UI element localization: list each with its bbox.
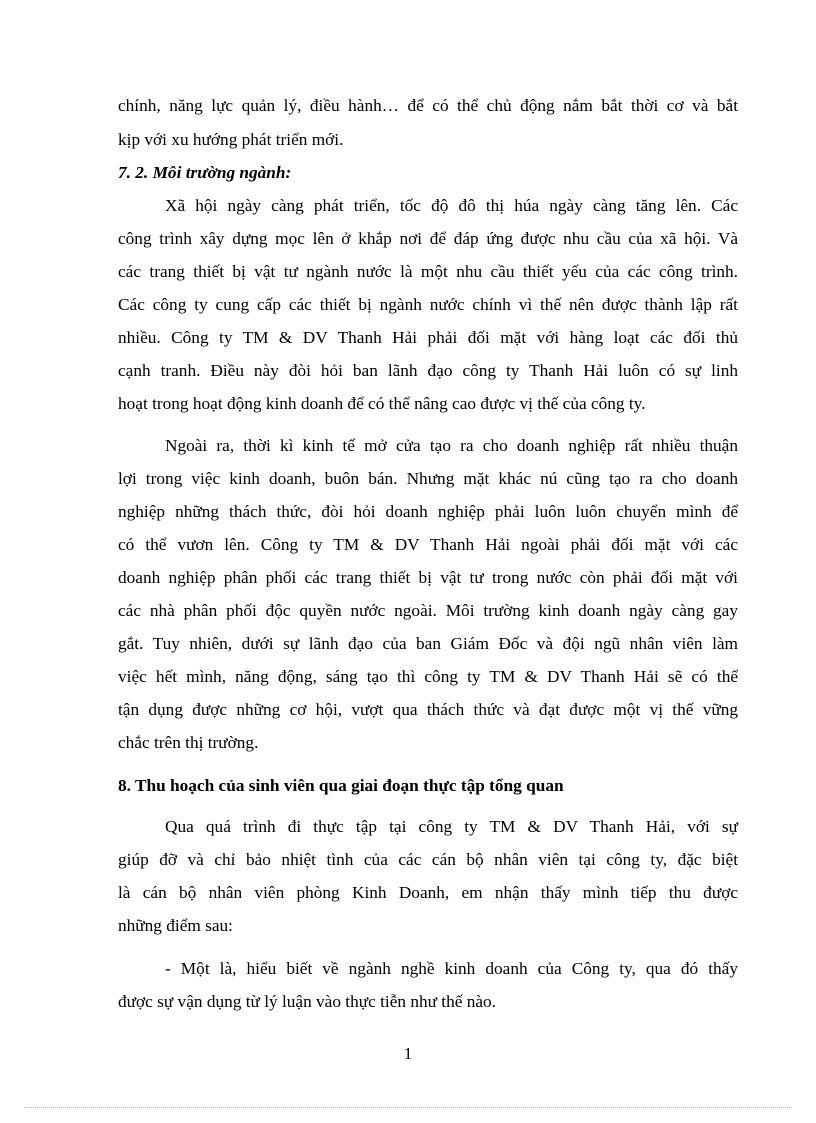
page-number: 1: [403, 1044, 413, 1063]
text-line: Xã hội ngày càng phát triển, tốc độ đô thị húa ngày càng tăng lên. Các: [165, 196, 738, 215]
text-line: Qua quá trình đi thực tập tại công ty TM & DV Thanh Hải, với sự: [165, 817, 738, 836]
text-line: công trình xây dựng mọc lên ở khắp nơi để đáp ứng được nhu cầu của xã hội. Và: [118, 229, 738, 248]
text-line: có thể vươn lên. Công ty TM & DV Thanh Hải ngoài phải đối mặt với các: [118, 535, 738, 554]
text-line: được sự vận dụng từ lý luận vào thực tiễn như thế nào.: [118, 992, 497, 1011]
text-line: cạnh tranh. Điều này đòi hỏi ban lãnh đạo công ty Thanh Hải luôn có sự linh: [118, 361, 738, 380]
text-line: việc hết mình, năng động, sáng tạo thì công ty TM & DV Thanh Hải sẽ có thể: [118, 667, 738, 686]
text-line: Các công ty cung cấp các thiết bị ngành nước chính vì thế nên được thành lập rất: [118, 295, 738, 314]
text-line: hoạt trong hoạt động kinh doanh để có thể nâng cao được vị thế của công ty.: [118, 394, 646, 413]
footer-divider: [24, 1107, 792, 1108]
text-line: - Một là, hiểu biết về ngành nghề kinh doanh của Công ty, qua đó thấy: [165, 959, 738, 978]
text-line: chính, năng lực quản lý, điều hành… để có thể chủ động nắm bắt thời cơ và bắt: [118, 96, 738, 115]
section-heading-8: 8. Thu hoạch của sinh viên qua giai đoạn thực tập tổng quan: [118, 776, 564, 795]
text-line: nhiều. Công ty TM & DV Thanh Hải phải đối mặt với hàng loạt các đối thủ: [118, 328, 738, 347]
text-line: các nhà phân phối độc quyền nước ngoài. Môi trường kinh doanh ngày càng gay: [118, 601, 738, 620]
text-line: chắc trên thị trường.: [118, 733, 259, 752]
text-line: doanh nghiệp phân phối các trang thiết bị vật tư trong nước còn phải đối mặt với: [118, 568, 738, 587]
text-line: kịp với xu hướng phát triển mới.: [118, 130, 344, 149]
text-line: giúp đỡ và chỉ bảo nhiệt tình của các cán bộ nhân viên tại công ty, đặc biệt: [118, 850, 738, 869]
text-line: những điểm sau:: [118, 916, 233, 935]
section-heading-7-2: 7. 2. Môi trường ngành:: [118, 163, 292, 182]
text-line: lợi trong việc kinh doanh, buôn bán. Nhưng mặt khác nú cũng tạo ra cho doanh: [118, 469, 738, 488]
text-line: là cán bộ nhân viên phòng Kinh Doanh, em nhận thấy mình tiếp thu được: [118, 883, 738, 902]
text-line: tận dụng được những cơ hội, vượt qua thách thức và đạt được một vị thế vững: [118, 700, 738, 719]
text-line: nghiệp những thách thức, đòi hỏi doanh nghiệp phải luôn luôn chuyển mình để: [118, 502, 738, 521]
text-line: Ngoài ra, thời kì kinh tế mở cửa tạo ra cho doanh nghiệp rất nhiều thuận: [165, 436, 738, 455]
text-line: các trang thiết bị vật tư ngành nước là một nhu cầu thiết yếu của các công trình.: [118, 262, 738, 281]
text-line: gắt. Tuy nhiên, dưới sự lãnh đạo của ban Giám Đốc và đội ngũ nhân viên làm: [118, 634, 738, 653]
